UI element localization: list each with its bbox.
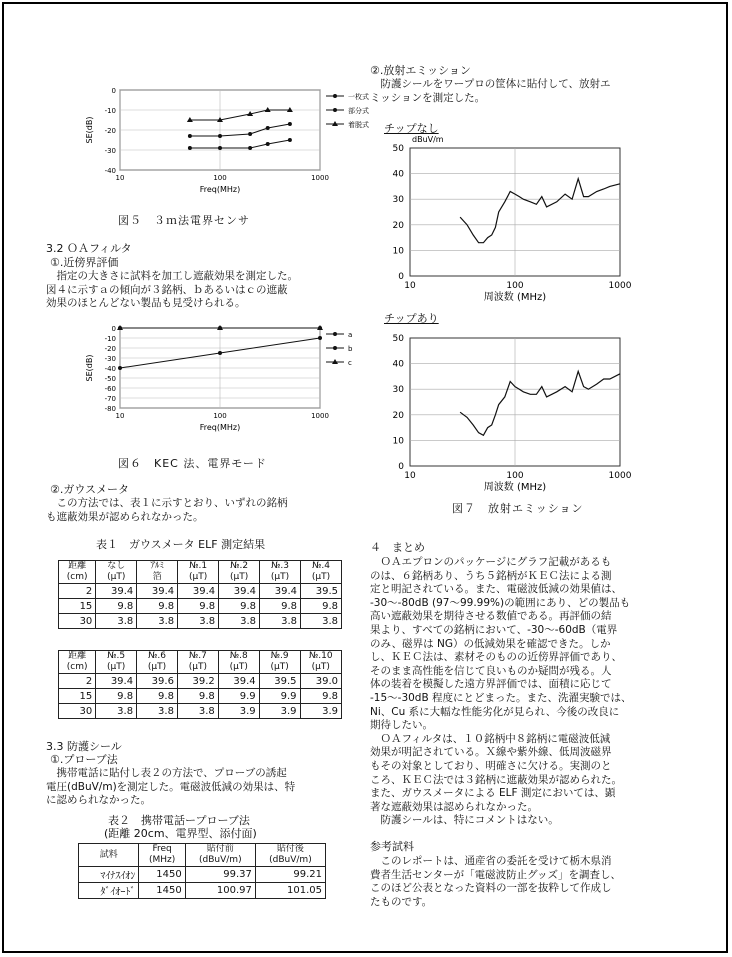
x-tick-label: 10 [404, 471, 416, 481]
emission-trace [460, 371, 620, 435]
x-tick-labels [404, 471, 631, 481]
header-text: №.9 [270, 651, 289, 661]
gauss-body [46, 497, 288, 524]
legend-label: b [348, 345, 353, 353]
emission-sub: ②.放射エミッション [370, 64, 471, 77]
table-cell: 39.5 [259, 674, 300, 689]
y-tick-labels [393, 144, 405, 282]
y-tick-labels [393, 334, 405, 472]
x-tick-label: 10 [404, 281, 416, 291]
text-line: 防護シールは、特にコメントはない。 [370, 814, 559, 827]
grid [410, 148, 620, 276]
data-point [118, 366, 122, 370]
column-header [259, 651, 300, 674]
text-line: たものです。 [370, 895, 433, 908]
y-tick-label: -30 [104, 147, 116, 155]
column-header [59, 651, 96, 674]
y-tick-label: 30 [392, 195, 404, 206]
column-header [139, 844, 185, 867]
column-header [96, 651, 137, 674]
header-text: 距離 [68, 651, 87, 661]
header-text: (cm) [66, 662, 88, 672]
text-line: 費者生活センターが「電磁波防止グッズ」を調査し、 [370, 868, 622, 881]
text-line: 図４に示すａの傾向が３銘柄、ｂあるいはｃの遮蔽 [46, 283, 288, 296]
table-cell: 15 [59, 599, 96, 614]
table-cell: 39.2 [177, 674, 218, 689]
series-line [460, 371, 620, 435]
column-header [260, 561, 301, 584]
data-point [248, 146, 252, 150]
text-line: 定と明記されている。また、電磁波低減の効果値は、 [370, 583, 622, 596]
header-text: (μT) [270, 662, 289, 672]
table-cell: 2 [59, 674, 96, 689]
table-cell: 3.8 [219, 614, 260, 629]
fig6-caption: 図６ KEC 法、電界モード [118, 457, 267, 470]
header-text: (MHz) [148, 855, 176, 865]
header-text: №.3 [271, 561, 289, 571]
header-text: (μT) [189, 572, 208, 582]
data-point [266, 126, 270, 130]
y-tick-label: 50 [392, 334, 404, 344]
text-line: 防護シールをワープロの筐体に貼付して、放射エ [370, 78, 611, 90]
table1-lower [58, 650, 342, 719]
table-cell: 9.9 [218, 689, 259, 704]
table-cell: 39.4 [96, 584, 137, 599]
table-cell: 3.9 [300, 704, 341, 719]
y-tick-label: -20 [104, 345, 116, 353]
table-cell: 9.8 [96, 689, 137, 704]
text-line: に認められなかった。 [46, 794, 151, 807]
data-point [188, 134, 192, 138]
header-text: №.1 [189, 561, 208, 571]
emission-trace [460, 179, 620, 243]
legend-anchor [324, 328, 325, 329]
y-tick-label: 10 [392, 436, 404, 447]
text-line: ころ、ＫＥＣ法では３銘柄に遮蔽効果が認められた。 [370, 773, 622, 786]
text-line: -15〜-30dB 程度にとどまった。また、洗濯実験では、 [370, 691, 632, 704]
table-cell: 3.9 [218, 704, 259, 719]
text-line: 効果のほとんどない製品も見受けられる。 [46, 297, 246, 310]
data-point [248, 132, 252, 136]
sec32-heading: 3.2 ＯＡフィルタ [46, 242, 132, 255]
header-text: №.8 [229, 651, 248, 661]
header-text: 貼付後 [276, 844, 304, 854]
column-header [255, 844, 325, 867]
column-header [178, 561, 219, 584]
x-axis-label: Freq(MHz) [199, 185, 241, 194]
series-line [460, 179, 620, 243]
table-cell: 9.8 [178, 599, 219, 614]
y-axis-label: SE(dB) [85, 354, 94, 382]
chart-title-no-chip: チップなし [384, 122, 439, 135]
text-line: 高い遮蔽効果を期待させる数値である。再評価の結 [370, 610, 612, 623]
text-line: -30〜-80dB (97〜99.99%)の範囲にあり、どの製品も [370, 596, 631, 609]
table-cell: 30 [59, 614, 96, 629]
legend [324, 90, 369, 129]
table-cell: 39.4 [96, 674, 137, 689]
data-point [218, 351, 222, 355]
table-cell: ﾀﾞｲｵｰﾄﾞ [79, 883, 139, 899]
table-cell: 9.8 [137, 599, 178, 614]
header-text: (cm) [66, 572, 88, 582]
y-unit-label: dBuV/m [412, 135, 444, 144]
table-cell: 3.8 [137, 614, 178, 629]
table-cell: 39.4 [260, 584, 301, 599]
x-tick-label: 10 [115, 412, 125, 420]
x-tick-label: 1000 [311, 174, 329, 182]
x-tick-label: 100 [506, 471, 524, 481]
emission-body [370, 78, 611, 105]
header-text: (μT) [270, 572, 290, 582]
text-line: のは、６銘柄あり、うち５銘柄がＫＥＣ法による測 [370, 569, 612, 582]
table-cell: 39.5 [300, 584, 341, 599]
table-cell: 1450 [139, 883, 185, 899]
table-cell: 9.8 [219, 599, 260, 614]
x-tick-label: 1000 [311, 412, 329, 420]
table-cell: 3.8 [260, 614, 301, 629]
x-tick-labels [116, 412, 329, 420]
header-text: 試料 [99, 849, 118, 860]
text-line: ＯＡエプロンのパッケージにグラフ記載があるも [370, 556, 612, 568]
text-line: 果より、すべての銘柄において、-30〜-60dB（電界 [370, 623, 618, 636]
column-header [185, 844, 255, 867]
column-header [300, 561, 341, 584]
y-tick-label: -10 [104, 107, 116, 115]
y-tick-label: -30 [104, 355, 116, 363]
table-row [79, 867, 326, 883]
text-line: このほど公表となった資料の一部を抜粋して作成し [370, 882, 612, 895]
text-line: ミッションを測定した。 [370, 91, 486, 104]
table-cell: 9.8 [96, 599, 137, 614]
x-axis-label: 周波数 (MHz) [483, 482, 547, 493]
sec33-heading: 3.3 防護シール [46, 740, 122, 753]
table-cell: 9.8 [300, 599, 341, 614]
legend-anchor [324, 90, 325, 91]
legend-anchor [324, 90, 325, 91]
table-row [79, 883, 326, 899]
x-tick-label: 100 [506, 281, 524, 291]
table-cell: 99.21 [255, 867, 325, 883]
legend-label: 一枚式 [348, 93, 369, 101]
gauss-sub: ②.ガウスメータ [50, 483, 130, 496]
legend-marker [333, 94, 337, 98]
y-tick-label: 20 [392, 410, 404, 421]
table-cell: 39.4 [178, 584, 219, 599]
column-header [137, 561, 178, 584]
data-point [266, 142, 270, 146]
table2 [78, 843, 326, 899]
table-row [59, 704, 342, 719]
header-text: (μT) [188, 662, 207, 672]
text-line: また、ガウスメータによる ELF 測定においては、顕 [370, 787, 616, 800]
text-line: このレポートは、通産省の委託を受けて栃木県消 [370, 855, 612, 867]
y-tick-label: -50 [104, 375, 116, 383]
column-header [218, 651, 259, 674]
legend-marker [333, 108, 337, 112]
header-text: 箔 [152, 572, 162, 582]
data-point [288, 138, 292, 142]
table1-title: 表１ ガウスメータ ELF 測定結果 [96, 538, 266, 551]
header-text: (μT) [107, 572, 126, 582]
data-point [318, 336, 322, 340]
text-line: そのまま高性能を信じて良いものか疑問が残る。人 [370, 664, 612, 677]
table-cell: 3.8 [178, 614, 219, 629]
header-text: Freq [152, 844, 172, 854]
header-text: (dBuV/m) [199, 855, 242, 865]
text-line: 期待したい。 [370, 719, 433, 732]
column-header [219, 561, 260, 584]
y-tick-label: 0 [111, 87, 116, 95]
header-text: (μT) [147, 662, 167, 672]
column-header [137, 651, 178, 674]
y-axis-label: SE(dB) [85, 116, 94, 144]
header-text: (μT) [311, 662, 330, 672]
table-cell: 3.8 [177, 704, 218, 719]
legend-anchor [324, 328, 325, 329]
legend [324, 328, 353, 367]
table-cell: 15 [59, 689, 96, 704]
y-tick-labels [105, 325, 116, 413]
fig6-chart [60, 320, 360, 435]
sec33-body [46, 767, 295, 808]
legend-marker [333, 346, 337, 350]
y-tick-label: 0 [111, 325, 116, 333]
x-tick-label: 1000 [608, 281, 632, 291]
table-cell: 39.6 [137, 674, 178, 689]
header-text: なし [107, 561, 126, 571]
y-tick-label: 40 [392, 359, 404, 370]
table-cell: 2 [59, 584, 96, 599]
table2-title: 表２ 携帯電話ープローブ法 [108, 814, 250, 827]
y-tick-label: -40 [104, 167, 116, 175]
y-tick-label: -20 [104, 127, 116, 135]
table-cell: ﾏｲﾅｽｲｵﾝ [79, 867, 139, 883]
table-row [59, 584, 342, 599]
summary-heading: ４ まとめ [370, 541, 425, 554]
table-row [59, 599, 342, 614]
table2-subtitle: (距離 20cm、電界型、添付面) [104, 827, 257, 840]
table-cell: 9.8 [177, 689, 218, 704]
header-text: 距離 [68, 561, 87, 571]
table1-upper [58, 560, 342, 629]
emission-chart-no-chip [370, 130, 650, 302]
table-cell: 9.8 [260, 599, 301, 614]
column-header [79, 844, 139, 867]
column-header [177, 651, 218, 674]
table-cell: 3.8 [300, 614, 341, 629]
emission-chart-with-chip [370, 320, 650, 492]
text-line: この方法では、表１に示すとおり、いずれの銘柄 [46, 497, 288, 509]
x-tick-label: 1000 [608, 471, 632, 481]
y-tick-label: 40 [392, 169, 404, 180]
chart-title-with-chip: チップあり [384, 312, 439, 325]
table-cell: 1450 [139, 867, 185, 883]
text-line: のみ、磁界は NG）の低減効果を確認できた。しか [370, 637, 611, 650]
text-line: もその対象としており、明確さに欠ける。実測のと [370, 759, 612, 772]
grid [120, 90, 320, 170]
fig7-caption: 図７ 放射エミッション [452, 502, 584, 515]
table-cell: 39.4 [219, 584, 260, 599]
data-point [288, 122, 292, 126]
table-cell: 39.0 [300, 674, 341, 689]
fig5-chart [60, 80, 369, 195]
sec33-sub1: ①.プローブ法 [50, 753, 118, 766]
header-text: №.4 [312, 561, 330, 571]
legend-anchor [324, 328, 325, 329]
table-cell: 3.8 [96, 614, 137, 629]
y-tick-label: 0 [398, 462, 404, 472]
table-cell: 39.4 [137, 584, 178, 599]
legend-label: 着脱式 [348, 121, 369, 129]
table-cell: 3.9 [259, 704, 300, 719]
legend-label: 部分式 [348, 107, 369, 115]
header-text: №.7 [188, 651, 207, 661]
data-point [188, 146, 192, 150]
x-tick-label: 100 [213, 412, 227, 420]
y-tick-label: -60 [104, 385, 116, 393]
x-axis-label: Freq(MHz) [199, 423, 241, 432]
table-cell: 30 [59, 704, 96, 719]
text-line: 電圧(dBuV/m)を測定した。電磁波低減の効果は、特 [46, 780, 296, 793]
table-cell: 101.05 [255, 883, 325, 899]
column-header [59, 561, 96, 584]
table-cell: 3.8 [96, 704, 137, 719]
header-text: №.5 [107, 651, 126, 661]
header-text: №.10 [308, 651, 333, 661]
text-line: 携帯電話に貼付し表２の方法で、プローブの誘起 [46, 767, 287, 779]
text-line: 体の装着を模擬した遠方界評価では、面積に応じて [370, 678, 612, 691]
y-tick-label: -40 [104, 365, 116, 373]
header-text: ｱﾙﾐ [150, 561, 164, 571]
sec32-sub1: ①.近傍界評価 [50, 256, 119, 269]
y-tick-labels [105, 87, 116, 175]
x-tick-labels [404, 281, 631, 291]
column-header [96, 561, 137, 584]
table-row [59, 689, 342, 704]
text-line: 指定の大きさに試料を加工し遮蔽効果を測定した。 [46, 270, 298, 282]
legend-label: c [348, 359, 352, 367]
y-tick-label: 10 [392, 246, 404, 257]
header-text: 貼付前 [206, 844, 234, 854]
table-cell: 9.8 [300, 689, 341, 704]
table-row [59, 674, 342, 689]
text-line: 効果が明記されている。Ｘ線や紫外線、低周波磁界 [370, 746, 612, 759]
sec32-body [46, 270, 298, 311]
table-cell: 39.4 [218, 674, 259, 689]
series-line [190, 140, 290, 148]
fig5-caption: 図５ ３ｍ法電界センサ [118, 214, 250, 227]
x-axis-label: 周波数 (MHz) [483, 292, 547, 303]
y-tick-label: 50 [392, 144, 404, 154]
header-text: (dBuV/m) [269, 855, 312, 865]
table-cell: 3.8 [137, 704, 178, 719]
x-tick-label: 100 [213, 174, 227, 182]
table-row [59, 614, 342, 629]
header-text: (μT) [107, 662, 126, 672]
table-cell: 9.9 [259, 689, 300, 704]
data-point [218, 134, 222, 138]
y-tick-label: -70 [104, 395, 116, 403]
text-line: Ni、Cu 系に大幅な性能劣化が見られ、今後の改良に [370, 705, 620, 718]
column-header [300, 651, 341, 674]
legend-marker [333, 332, 337, 336]
header-text: №.6 [148, 651, 166, 661]
data-point [218, 146, 222, 150]
grid [410, 338, 620, 466]
header-text: (μT) [229, 572, 249, 582]
summary-body [370, 556, 632, 828]
table-cell: 99.37 [185, 867, 255, 883]
y-tick-label: -10 [104, 335, 116, 343]
x-tick-labels [116, 174, 329, 182]
table-cell: 9.8 [137, 689, 178, 704]
series-line [190, 110, 290, 120]
text-line: 著な遮蔽効果は認められなかった。 [370, 800, 538, 813]
y-tick-label: 20 [392, 220, 404, 231]
text-line: も遮蔽効果が認められなかった。 [46, 510, 204, 523]
header-text: (μT) [311, 572, 331, 582]
series-lines [187, 107, 293, 150]
y-tick-label: 30 [392, 385, 404, 396]
reference-heading: 参考試料 [370, 840, 414, 853]
x-tick-label: 10 [115, 174, 125, 182]
table-cell: 100.97 [185, 883, 255, 899]
legend-label: a [348, 331, 353, 339]
header-text: (μT) [229, 662, 248, 672]
grid [120, 328, 320, 408]
y-tick-label: -80 [104, 405, 116, 413]
legend-anchor [324, 90, 325, 91]
y-tick-label: 0 [398, 272, 404, 282]
text-line: ＯＡフィルタは、１０銘柄中８銘柄に電磁波低減 [370, 732, 611, 745]
header-text: №.2 [230, 561, 249, 571]
reference-body [370, 855, 621, 909]
text-line: し、ＫＥＣ法は、素材そのものの近傍界評価であり、 [370, 651, 622, 664]
